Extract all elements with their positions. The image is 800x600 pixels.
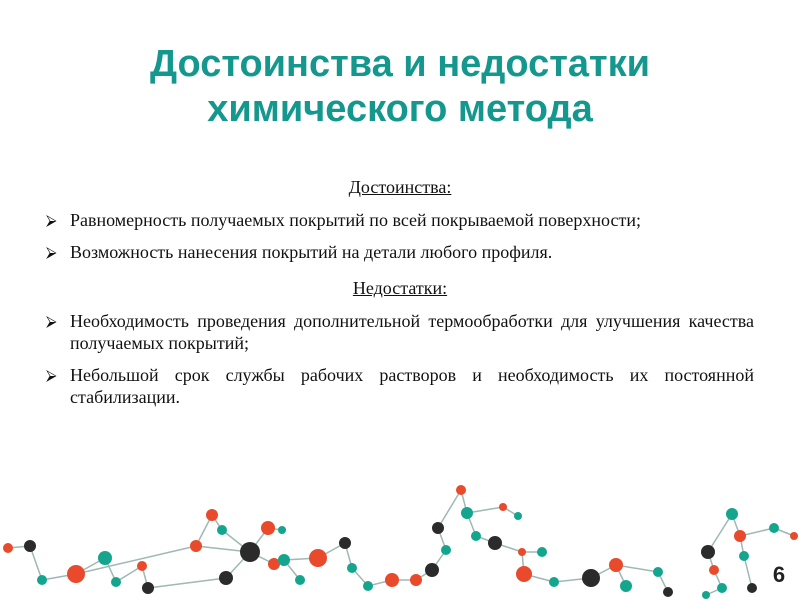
molecule-atom [663,587,673,597]
disadvantage-item [46,310,754,354]
molecule-atom [309,549,327,567]
molecule-atom [769,523,779,533]
molecule-atom [295,575,305,585]
molecule-atom [67,565,85,583]
molecule-atom [471,531,481,541]
molecule-atom [24,540,36,552]
molecule-atom [488,536,502,550]
molecule-atom [363,581,373,591]
molecule-atom [702,591,710,599]
molecule-atom [278,526,286,534]
molecule-atom [653,567,663,577]
molecule-atom [441,545,451,555]
molecule-atom [278,554,290,566]
disadvantage-text: Необходимость проведения дополнительной термообработки для улучшения качества получаемых покрытий; [70,311,754,353]
slide-title [60,42,740,132]
molecule-network-decoration [0,470,800,600]
molecule-atom [499,503,507,511]
disadvantages-heading: Недостатки: [352,278,448,298]
molecule-bonds [8,490,794,595]
advantage-item [46,209,754,231]
molecule-atom [410,574,422,586]
advantages-heading: Достоинства: [348,177,452,197]
molecule-atom [142,582,154,594]
molecule-atom [514,512,522,520]
molecule-bond [148,578,226,588]
slide-content [46,176,754,418]
molecule-bond [438,490,461,528]
advantage-text: Возможность нанесения покрытий на детали любого профиля. [70,242,553,262]
molecule-atom [3,543,13,553]
molecule-atom [456,485,466,495]
molecule-atoms [3,485,798,599]
molecule-atom [609,558,623,572]
molecule-atom [111,577,121,587]
molecule-atom [790,532,798,540]
molecule-atom [347,563,357,573]
molecule-atom [219,571,233,585]
molecule-atom [701,545,715,559]
check-arrow-icon: ⮚ [46,211,57,229]
molecule-atom [217,525,227,535]
molecule-atom [734,530,746,542]
molecule-atom [190,540,202,552]
molecule-atom [726,508,738,520]
molecule-atom [137,561,147,571]
slide-title-line-2: химического метода [207,88,593,130]
molecule-atom [37,575,47,585]
check-arrow-icon: ⮚ [46,243,57,261]
molecule-atom [425,563,439,577]
molecule-atom [549,577,559,587]
molecule-atom [747,583,757,593]
molecule-atom [739,551,749,561]
molecule-atom [385,573,399,587]
molecule-atom [620,580,632,592]
disadvantage-text: Небольшой срок службы рабочих растворов и необходимость их постоянной стабилизации. [70,365,754,407]
molecule-atom [261,521,275,535]
molecule-atom [461,507,473,519]
molecule-atom [582,569,600,587]
advantage-item [46,241,754,263]
molecule-atom [206,509,218,521]
molecule-atom [709,565,719,575]
molecule-atom [339,537,351,549]
molecule-atom [518,548,526,556]
disadvantage-item [46,364,754,408]
molecule-atom [432,522,444,534]
molecule-atom [537,547,547,557]
molecule-atom [516,566,532,582]
molecule-atom [717,583,727,593]
check-arrow-icon: ⮚ [46,312,57,330]
molecule-atom [98,551,112,565]
check-arrow-icon: ⮚ [46,366,57,384]
molecule-atom [240,542,260,562]
slide-title-line-1: Достоинства и недостатки [149,43,650,85]
advantage-text: Равномерность получаемых покрытий по всей покрываемой поверхности; [70,210,641,230]
page-number: 6 [772,562,786,587]
